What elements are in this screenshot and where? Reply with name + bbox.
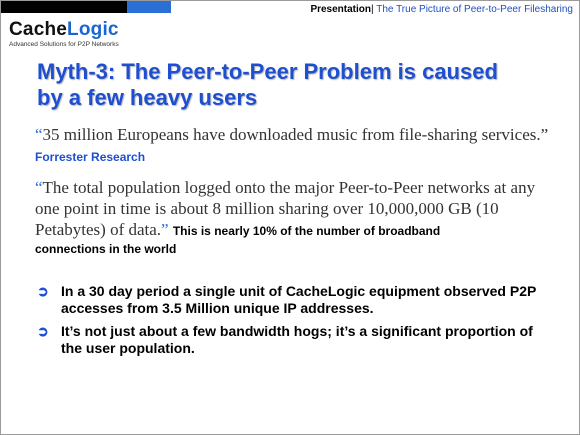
- top-bar-blue-segment: [127, 1, 171, 13]
- logo-name-part1: Cache: [9, 19, 68, 40]
- slide-heading: [37, 59, 557, 111]
- quote-open-mark: “: [35, 125, 43, 144]
- header-title: The True Picture of Peer-to-Peer Filesharing: [376, 4, 573, 15]
- quote-source: Forrester Research: [35, 150, 146, 164]
- logo-name-part2: Logic: [67, 19, 119, 40]
- heading-line-2: by a few heavy users: [37, 85, 258, 110]
- bullet-item: [37, 283, 557, 317]
- header-separator: |: [371, 4, 374, 15]
- heading-line-1: Myth-3: The Peer-to-Peer Problem is caused: [37, 59, 498, 84]
- bullet-text: It’s not just about a few bandwidth hogs; it’s a significant proportion of the user population.: [61, 323, 533, 356]
- cachelogic-logo: [9, 19, 119, 48]
- arrow-right-icon: ➲: [37, 283, 49, 299]
- quote-note-part1: This is nearly 10% of the number of broadband: [172, 224, 441, 238]
- bullet-text: In a 30 day period a single unit of CacheLogic equipment observed P2P accesses from 3.5 Million unique IP addresses.: [61, 283, 537, 316]
- logo-tagline: Advanced Solutions for P2P Networks: [9, 41, 119, 48]
- quote-close-mark: ”: [161, 220, 169, 239]
- quote-text: The total population logged onto the major Peer-to-Peer networks at any one point in time is about 8 million sharing over 10,000,000 GB (10 Petabytes) of data.: [35, 178, 536, 239]
- top-bar-black-segment: [1, 1, 127, 13]
- presentation-header: [301, 4, 573, 15]
- quote-open-mark: “: [35, 178, 43, 197]
- quote-population: [35, 177, 555, 242]
- bullet-list: [37, 283, 557, 363]
- bullet-item: [37, 323, 557, 357]
- quote-close-mark: ”: [540, 125, 549, 144]
- quote-text: 35 million Europeans have downloaded music from file-sharing services.: [42, 125, 541, 144]
- header-prefix: Presentation: [310, 4, 372, 15]
- arrow-right-icon: ➲: [37, 323, 49, 339]
- quote-note-part2: connections in the world: [35, 242, 177, 256]
- quote-forrester: [35, 124, 555, 168]
- logo-name: [9, 19, 119, 41]
